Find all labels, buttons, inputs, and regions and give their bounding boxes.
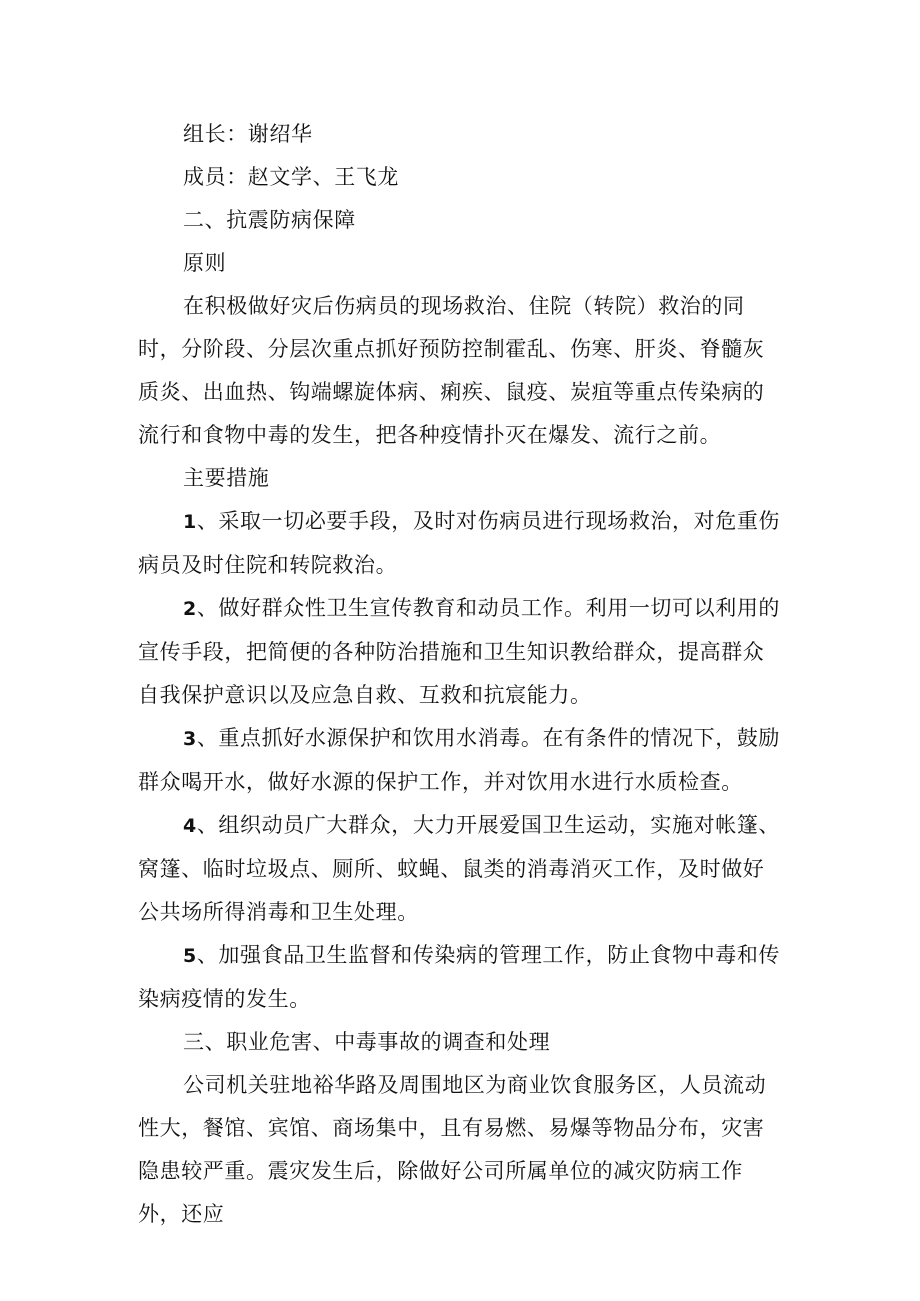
leader-line: 组长：谢绍华 [183, 122, 313, 146]
measure-item [138, 934, 782, 1021]
section3-paragraph: 公司机关驻地裕华路及周围地区为商业饮食服务区，人员流动性大，餐馆、宾馆、商场集中，且有易燃、易爆等物品分布，灾害隐患较严重。震灾发生后，除做好公司所属单位的减灾防病工作外，还应 [138, 1073, 767, 1226]
principle-heading: 原则 [183, 251, 227, 275]
measure-number: 5 [183, 945, 197, 967]
measures-heading: 主要措施 [183, 466, 270, 490]
measure-text: 、加强食品卫生监督和传染病的管理工作，防止食物中毒和传染病疫情的发生。 [138, 943, 781, 1011]
measure-number: 4 [183, 815, 197, 837]
document-body [138, 113, 782, 1236]
members-line: 成员：赵文学、王飞龙 [183, 165, 399, 189]
measure-item [138, 804, 782, 934]
measure-text: 、组织动员广大群众，大力开展爱国卫生运动，实施对帐篷、窝篷、临时垃圾点、厕所、蚊蝇、鼠类的消毒消灭工作，及时做好公共场所得消毒和卫生处理。 [138, 813, 781, 924]
measure-item [138, 587, 782, 717]
measure-text: 、做好群众性卫生宣传教育和动员工作。利用一切可以利用的宣传手段，把简便的各种防治措施和卫生知识教给群众，提高群众自我保护意识以及应急自救、互救和抗宸能力。 [138, 596, 781, 707]
measure-number: 3 [183, 728, 197, 750]
measure-item [138, 500, 782, 587]
section3-heading: 三、职业危害、中毒事故的调查和处理 [183, 1030, 551, 1054]
measure-text: 、重点抓好水源保护和饮用水消毒。在有条件的情况下，鼓励群众喝开水，做好水源的保护工作，并对饮用水进行水质检查。 [138, 726, 781, 794]
principle-paragraph: 在积极做好灾后伤病员的现场救治、住院（转院）救治的同时，分阶段、分层次重点抓好预防控制霍乱、伤寒、肝炎、脊髓灰质炎、出血热、钩端螺旋体病、痢疾、鼠疫、炭疽等重点传染病的流行和食物中毒的发生，把各种疫情扑灭在爆发、流行之前。 [138, 294, 765, 447]
measure-text: 、采取一切必要手段，及时对伤病员进行现场救治，对危重伤病员及时住院和转院救治。 [138, 509, 781, 577]
measure-number: 2 [183, 598, 197, 620]
section2-heading: 二、抗震防病保障 [183, 208, 356, 232]
measure-number: 1 [183, 511, 197, 533]
measure-item [138, 717, 782, 804]
